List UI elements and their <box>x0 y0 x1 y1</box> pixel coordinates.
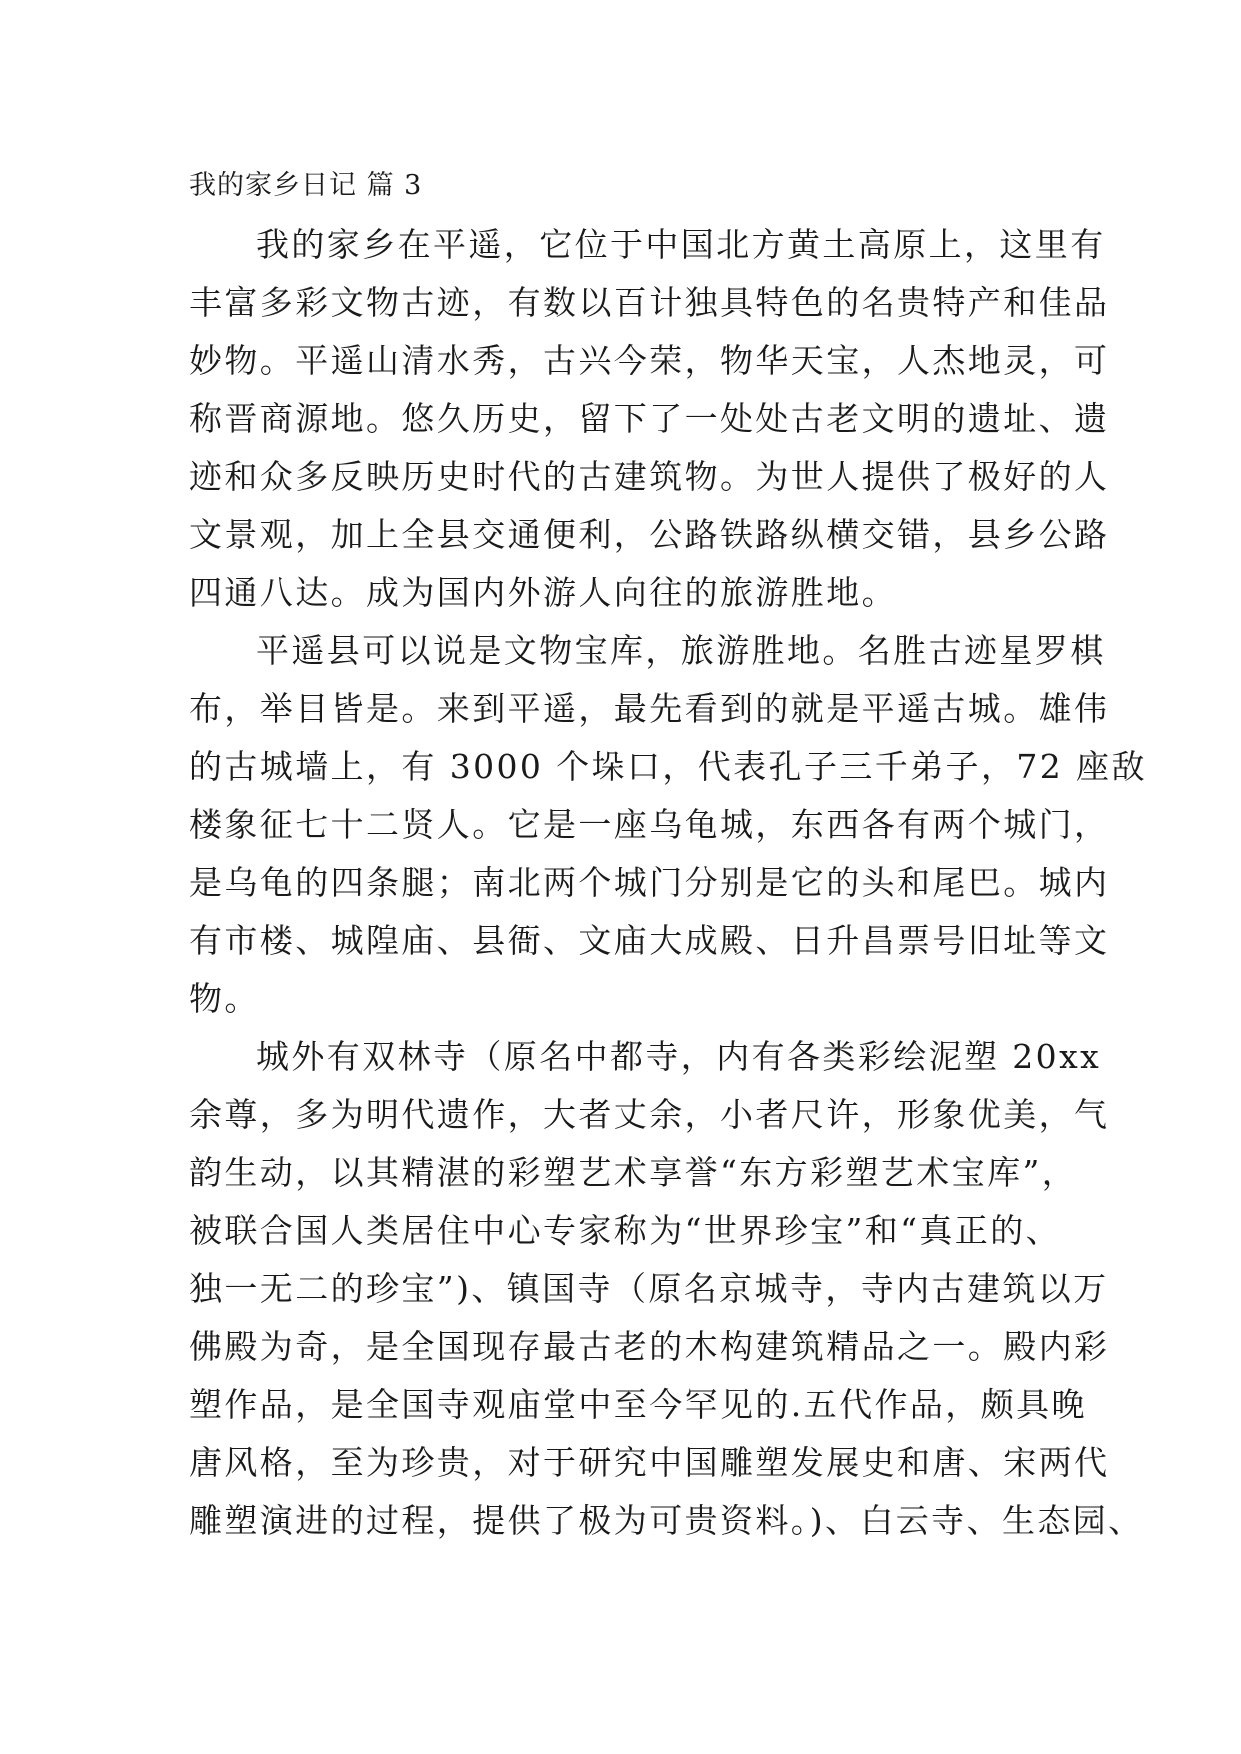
text-line: 独一无二的珍宝”)、镇国寺（原名京城寺，寺内古建筑以万 <box>189 1269 1109 1308</box>
text-line: 丰富多彩文物古迹，有数以百计独具特色的名贵特产和佳品 <box>189 283 1110 322</box>
text-line: 唐风格，至为珍贵，对于研究中国雕塑发展史和唐、宋两代 <box>189 1443 1110 1482</box>
text-line: 文景观，加上全县交通便利，公路铁路纵横交错，县乡公路 <box>189 515 1110 554</box>
text-line: 有市楼、城隍庙、县衙、文庙大成殿、日升昌票号旧址等文 <box>189 921 1110 960</box>
text-line: 我的家乡在平遥，它位于中国北方黄土高原上，这里有 <box>256 225 1106 264</box>
text-line: 佛殿为奇，是全国现存最古老的木构建筑精品之一。殿内彩 <box>189 1327 1110 1366</box>
text-line: 雕塑演进的过程，提供了极为可贵资料。)、白云寺、生态园、 <box>189 1501 1144 1540</box>
text-line: 塑作品，是全国寺观庙堂中至今罕见的.五代作品，颇具晚 <box>189 1385 1087 1424</box>
text-line: 称晋商源地。悠久历史，留下了一处处古老文明的遗址、遗 <box>189 399 1110 438</box>
text-line: 物。 <box>189 979 260 1018</box>
text-line: 四通八达。成为国内外游人向往的旅游胜地。 <box>189 573 897 612</box>
text-line: 平遥县可以说是文物宝库，旅游胜地。名胜古迹星罗棋 <box>256 631 1106 670</box>
text-line: 是乌龟的四条腿；南北两个城门分别是它的头和尾巴。城内 <box>189 863 1110 902</box>
text-line: 妙物。平遥山清水秀，古兴今荣，物华天宝，人杰地灵，可 <box>189 341 1110 380</box>
text-line: 迹和众多反映历史时代的古建筑物。为世人提供了极好的人 <box>189 457 1110 496</box>
document-title: 我的家乡日记 篇 3 <box>189 170 423 201</box>
text-line: 被联合国人类居住中心专家称为“世界珍宝”和“真正的、 <box>189 1211 1062 1250</box>
text-line: 韵生动，以其精湛的彩塑艺术享誉“东方彩塑艺术宝库”， <box>189 1153 1078 1192</box>
text-line: 的古城墙上，有 3000 个垛口，代表孔子三千弟子，72 座敌 <box>189 747 1147 786</box>
text-line: 布，举目皆是。来到平遥，最先看到的就是平遥古城。雄伟 <box>189 689 1110 728</box>
text-line: 城外有双林寺（原名中都寺，内有各类彩绘泥塑 20xx <box>256 1037 1102 1076</box>
text-line: 楼象征七十二贤人。它是一座乌龟城，东西各有两个城门， <box>189 805 1110 844</box>
text-line: 余尊，多为明代遗作，大者丈余，小者尺许，形象优美，气 <box>189 1095 1110 1134</box>
